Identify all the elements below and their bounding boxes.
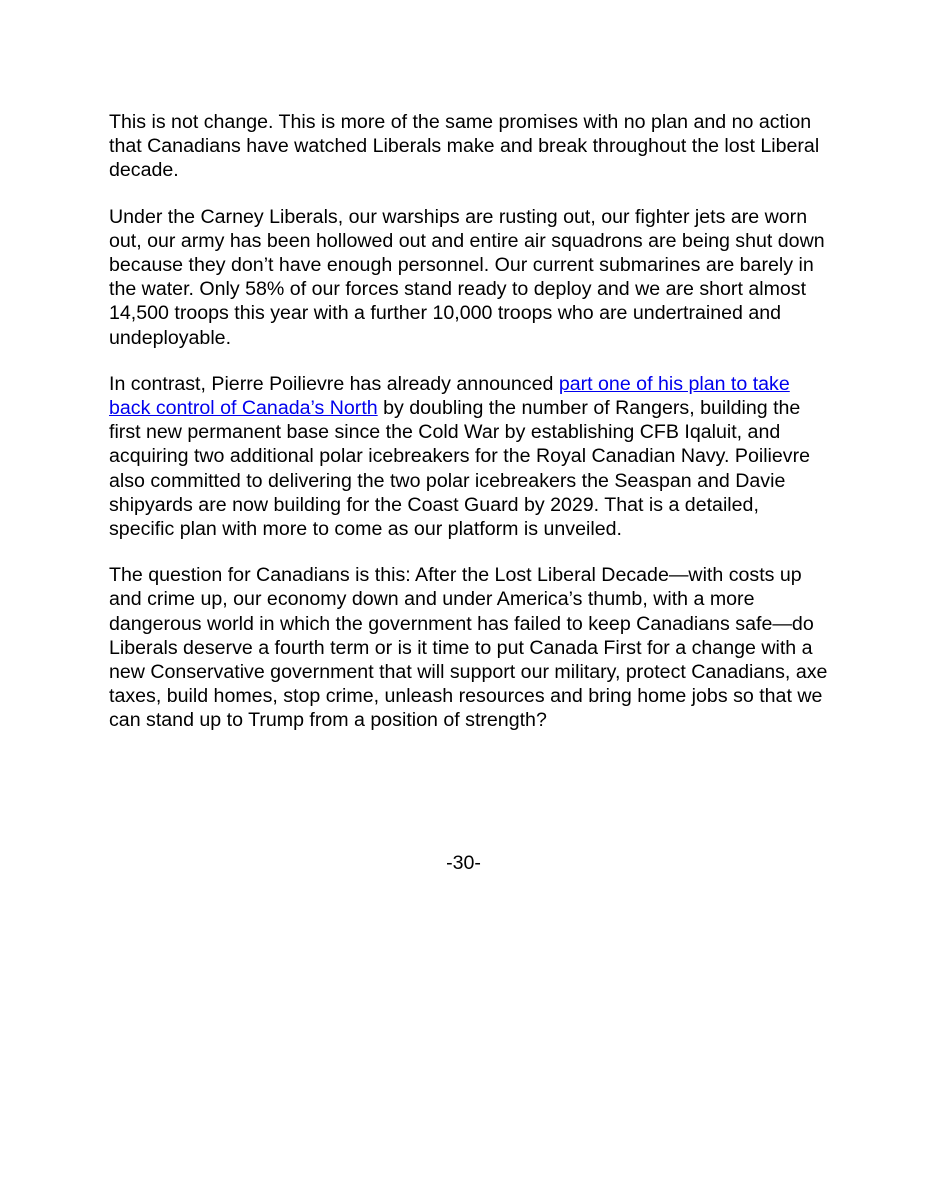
page-number: -30- <box>446 852 481 874</box>
paragraph-military-condition: Under the Carney Liberals, our warships are rusting out, our fighter jets are worn out, our army has been hollowed out and entire air squadrons are being shut down because they don’t have enough personnel. Our current submarines are barely in the water. Only 58% of our forces stand ready to deploy and we are short almost 14,500 troops this year with a further 10,000 troops who are undertrained and undeployable. <box>109 205 825 349</box>
north-plan-link[interactable]: part one of his plan to take back control of Canada’s North <box>109 372 790 420</box>
paragraph-poilievre-plan-rest: by doubling the number of Rangers, building the first new permanent base since the Cold War by establishing CFB Iqaluit, and acquiring two additional polar icebreakers for the Royal Canadian Navy. Poilievre also committed to delivering the two polar icebreakers the Seaspan and Davie shipyards are now building for the Coast Guard by 2029. That is a detailed, specific plan with more to come as our platform is unveiled. <box>109 397 811 541</box>
paragraph-poilievre-plan-lead: In contrast, Pierre Poilievre has already announced <box>109 372 559 395</box>
paragraph-change-statement: This is not change. This is more of the same promises with no plan and no action that Canadians have watched Liberals make and break throughout the lost Liberal decade. <box>109 111 820 182</box>
document-body <box>109 110 829 755</box>
paragraph-poilievre-plan <box>109 372 829 541</box>
paragraph-question-for-canadians: The question for Canadians is this: After the Lost Liberal Decade—with costs up and crime up, our economy down and under America’s thumb, with a more dangerous world in which the government has failed to keep Canadians safe—do Liberals deserve a fourth term or is it time to put Canada First for a change with a new Conservative government that will support our military, protect Canadians, axe taxes, build homes, stop crime, unleash resources and bring home jobs so that we can stand up to Trump from a position of strength? <box>109 564 828 732</box>
